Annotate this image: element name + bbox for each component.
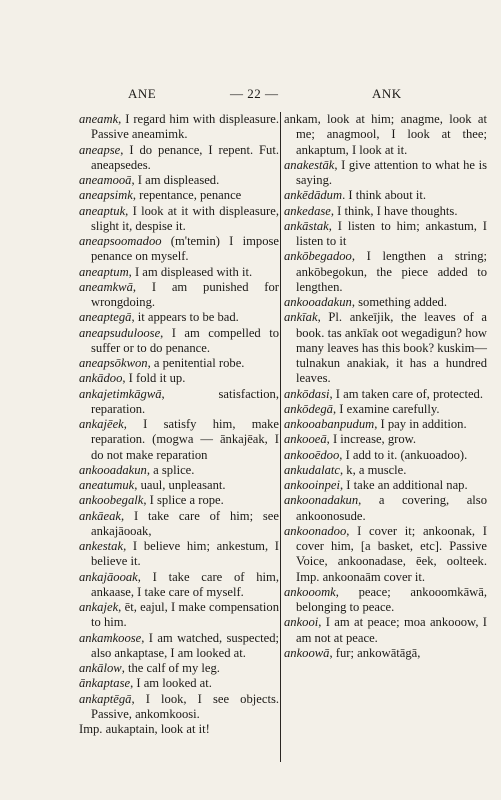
entry-headword: aneaptum bbox=[79, 264, 129, 279]
entry-definition: , I think, I have thoughts. bbox=[330, 203, 458, 218]
entry-headword: aneapsimk bbox=[79, 188, 133, 203]
dictionary-entry bbox=[284, 402, 487, 417]
entry-definition: , it appears to be bad. bbox=[131, 310, 239, 325]
dictionary-entry bbox=[284, 249, 487, 295]
dictionary-entry bbox=[79, 112, 279, 143]
entry-definition: , a splice. bbox=[146, 462, 195, 477]
dictionary-entry bbox=[79, 600, 279, 631]
entry-headword: ankooi bbox=[284, 615, 319, 630]
dictionary-entry bbox=[79, 722, 279, 737]
entry-headword: ankādoo bbox=[79, 371, 123, 386]
dictionary-entry bbox=[284, 478, 487, 493]
dictionary-entry bbox=[284, 158, 487, 189]
entry-headword: aneaptuk bbox=[79, 203, 126, 218]
dictionary-entry bbox=[284, 112, 487, 158]
entry-definition: , fur; ankowātāgā, bbox=[329, 645, 421, 660]
entry-headword: ankōdegā bbox=[284, 401, 333, 416]
entry-definition: , I take an additional nap. bbox=[339, 478, 468, 492]
entry-definition: , I am punished for wrongdoing. bbox=[91, 279, 279, 309]
entry-definition: , I am at peace; moa ankooow, I am not at peace. bbox=[296, 615, 487, 645]
dictionary-entry bbox=[284, 615, 487, 646]
entry-definition: , I look at it with displeasure, slight it, despise it. bbox=[91, 203, 279, 233]
dictionary-entry bbox=[79, 265, 279, 280]
dictionary-entry bbox=[79, 661, 279, 676]
dictionary-entry bbox=[79, 631, 279, 662]
entry-definition: , ēt, eajul, I make compensation to him. bbox=[91, 600, 279, 630]
entry-definition: , I increase, grow. bbox=[326, 432, 417, 447]
entry-headword: ankajek bbox=[79, 600, 119, 614]
dictionary-entry bbox=[79, 356, 279, 371]
entry-headword: ankēdādum bbox=[284, 188, 343, 203]
dictionary-entry bbox=[79, 387, 279, 418]
entry-definition: , I am displeased with it. bbox=[128, 264, 253, 279]
entry-headword: ankaptēgā bbox=[79, 691, 132, 706]
entry-definition: . I think about it. bbox=[342, 188, 427, 203]
entry-headword: ankudalatc bbox=[284, 462, 340, 477]
entry-headword: ankooēdoo bbox=[284, 447, 340, 462]
entry-definition: , I am looked at. bbox=[130, 676, 212, 691]
dictionary-entry bbox=[284, 188, 487, 203]
entry-headword: ankooeā bbox=[284, 432, 327, 447]
entry-headword: ankōdasi bbox=[284, 386, 330, 401]
dictionary-entry bbox=[79, 326, 279, 357]
entry-headword: ankajēek bbox=[79, 417, 124, 431]
entry-definition: , a penitential robe. bbox=[147, 356, 245, 370]
dictionary-entry bbox=[79, 173, 279, 188]
dictionary-entry bbox=[284, 448, 487, 463]
entry-definition: , I look, I see objects. Passive, ankomkoosi. bbox=[91, 691, 279, 721]
entry-definition: , I cover it; ankoonak, I cover him, [a basket, etc]. Passive Voice, ankoonadase, ēek, oolteek. Imp. ankoonaām cover it. bbox=[296, 523, 487, 584]
entry-headword: aneapse bbox=[79, 142, 121, 157]
entry-definition: , I am compelled to suffer or to do penance. bbox=[91, 325, 279, 355]
entry-headword: ankālow bbox=[79, 661, 122, 675]
dictionary-entry bbox=[79, 188, 279, 203]
dictionary-entry bbox=[284, 463, 487, 478]
entry-definition: , I listen to him; ankastum, I listen to it bbox=[296, 218, 487, 248]
header-right-guideword: ANK bbox=[372, 86, 402, 101]
dictionary-entry bbox=[284, 585, 487, 616]
entry-headword: ankoonadoo bbox=[284, 523, 347, 538]
entry-definition: , I take care of him; see ankajāooak, bbox=[91, 508, 279, 538]
dictionary-entry bbox=[284, 493, 487, 524]
entry-definition: , I fold it up. bbox=[122, 371, 186, 386]
left-column bbox=[79, 112, 279, 737]
entry-headword: ankoobegalk bbox=[79, 493, 144, 508]
right-column bbox=[284, 112, 487, 661]
dictionary-entry bbox=[79, 493, 279, 508]
entry-headword: aneapsoomadoo bbox=[79, 234, 162, 248]
entry-definition: , peace; ankooomkāwā, belonging to peace. bbox=[296, 584, 487, 614]
entry-definition: , I am watched, suspected; also ankaptase, I am looked at. bbox=[91, 630, 279, 660]
entry-headword: ankooabanpudum bbox=[284, 417, 375, 431]
entry-definition: , I pay in addition. bbox=[374, 417, 467, 431]
dictionary-entry bbox=[79, 570, 279, 601]
entry-definition: , the calf of my leg. bbox=[121, 661, 220, 675]
entry-definition: , Pl. ankeījik, the leaves of a book. tas ankīak oot wegadigun? how many leaves has this book? kuskim—tulnakun anakiak, it has a hundred leaves. bbox=[296, 310, 487, 386]
dictionary-entry bbox=[79, 676, 279, 691]
entry-headword: ankooomk bbox=[284, 584, 336, 599]
entry-headword: aneapsōkwon bbox=[79, 356, 148, 370]
entry-definition: Imp. aukaptain, look at it! bbox=[79, 722, 210, 736]
entry-headword: ānkaptase bbox=[79, 676, 131, 691]
dictionary-entry bbox=[284, 204, 487, 219]
entry-definition: , I examine carefully. bbox=[332, 401, 440, 416]
entry-definition: , I give attention to what he is saying. bbox=[296, 157, 487, 187]
dictionary-entry bbox=[284, 295, 487, 310]
entry-definition: , I satisfy him, make reparation. (mogwa — ānkajēak, I do not make reparation bbox=[91, 417, 279, 462]
entry-definition: , k, a muscle. bbox=[339, 462, 407, 477]
entry-headword: ankooinpei bbox=[284, 478, 340, 492]
entry-definition: ankam, look at him; anagme, look at me; anagmool, I look at thee; ankaptum, I look at it. bbox=[284, 112, 487, 157]
entry-headword: aneatumuk bbox=[79, 478, 135, 492]
entry-definition: , I splice a rope. bbox=[143, 493, 224, 508]
entry-headword: ankedase bbox=[284, 203, 331, 218]
dictionary-entry bbox=[79, 417, 279, 463]
dictionary-entry bbox=[284, 387, 487, 402]
entry-headword: ankāstak bbox=[284, 218, 329, 233]
page-number: — 22 — bbox=[230, 86, 279, 101]
entry-definition: , something added. bbox=[351, 295, 447, 309]
dictionary-entry bbox=[284, 646, 487, 661]
entry-definition: , I believe him; ankestum, I believe it. bbox=[91, 539, 279, 569]
dictionary-entry bbox=[79, 234, 279, 265]
dictionary-entry bbox=[284, 524, 487, 585]
dictionary-entry bbox=[79, 463, 279, 478]
dictionary-entry bbox=[79, 280, 279, 311]
dictionary-entry bbox=[79, 143, 279, 174]
page-header bbox=[0, 86, 501, 106]
entry-headword: aneamk bbox=[79, 112, 119, 126]
column-divider bbox=[280, 112, 281, 762]
entry-definition: , a covering, also ankoonosude. bbox=[296, 493, 487, 523]
entry-definition: , I regard him with displeasure. Passive aneamimk. bbox=[91, 112, 279, 142]
entry-headword: ankoowā bbox=[284, 645, 330, 660]
dictionary-entry bbox=[79, 204, 279, 235]
entry-definition: , I am taken care of, protected. bbox=[329, 386, 483, 401]
dictionary-entry bbox=[79, 539, 279, 570]
entry-headword: aneaptegā bbox=[79, 310, 132, 325]
entry-definition: , I do penance, I repent. Fut. aneapsedes. bbox=[91, 142, 279, 172]
entry-headword: ankōbegadoo bbox=[284, 249, 352, 264]
entry-headword: ankāeak bbox=[79, 508, 121, 523]
entry-headword: ankooadakun bbox=[284, 295, 352, 309]
entry-headword: ankestak bbox=[79, 539, 124, 553]
entry-definition: , repentance, penance bbox=[132, 188, 242, 203]
entry-definition: , I am displeased. bbox=[131, 173, 220, 187]
dictionary-entry bbox=[79, 509, 279, 540]
entry-definition: , I lengthen a string; ankōbegokun, the piece added to lengthen. bbox=[296, 249, 487, 294]
dictionary-entry bbox=[284, 417, 487, 432]
entry-headword: aneamooā bbox=[79, 173, 132, 187]
entry-headword: ankoonadakun bbox=[284, 493, 359, 508]
entry-headword: aneamkwā bbox=[79, 279, 133, 294]
dictionary-entry bbox=[284, 310, 487, 386]
entry-definition: , I add to it. (ankuoadoo). bbox=[339, 447, 468, 462]
entry-definition: (m'temin) I impose penance on myself. bbox=[91, 234, 279, 264]
header-left-guideword: ANE bbox=[128, 86, 157, 101]
entry-headword: ankajāooak bbox=[79, 569, 138, 584]
entry-definition: , uaul, unpleasant. bbox=[134, 478, 226, 492]
entry-headword: ankooadakun bbox=[79, 462, 147, 477]
entry-headword: aneapsuduloose bbox=[79, 325, 161, 340]
entry-headword: anakestāk bbox=[284, 157, 335, 172]
dictionary-entry bbox=[79, 692, 279, 723]
dictionary-entry bbox=[79, 371, 279, 386]
entry-headword: ankajetimkāgwā bbox=[79, 386, 162, 401]
dictionary-entry bbox=[284, 432, 487, 447]
entry-definition: , satisfaction, reparation. bbox=[91, 386, 279, 416]
dictionary-entry bbox=[79, 478, 279, 493]
dictionary-entry bbox=[284, 219, 487, 250]
entry-definition: , I take care of him, ankaase, I take care of myself. bbox=[91, 569, 279, 599]
entry-headword: ankamkoose bbox=[79, 630, 142, 645]
entry-headword: ankīak bbox=[284, 310, 318, 325]
dictionary-entry bbox=[79, 310, 279, 325]
